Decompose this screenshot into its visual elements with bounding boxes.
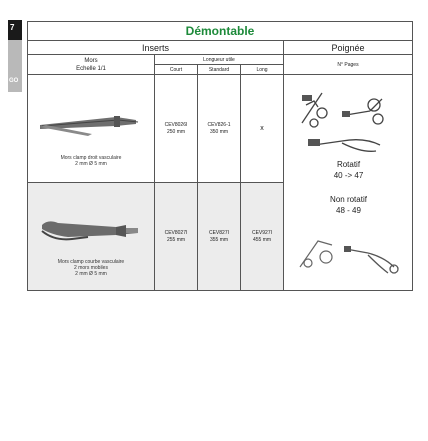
insert-caption-line2: 2 mors mobiles [74,264,108,271]
section-handle: Poignée [284,41,413,55]
header-short: Court [155,65,198,75]
insert-caption-line2: 2 mm Ø 5 mm [75,160,107,167]
short-length: 255 mm [166,236,186,243]
header-pages: N° Pages [284,55,413,75]
short-length: 250 mm [166,128,186,135]
handle-cell [284,75,413,291]
header-mors-label: Mors [84,57,98,64]
header-scale: Echelle 1/1 [76,65,106,72]
standard-ref: CEV827I [208,229,229,236]
insert-cell-curved [28,183,155,291]
non-rotating-label: Non rotatif [330,195,367,204]
table-row [28,75,413,183]
standard-ref-cell [198,183,241,291]
standard-ref-cell [198,75,241,183]
insert-caption-line1: Mors clamp droit vasculaire [60,154,122,161]
standard-length: 355 mm [209,236,229,243]
long-ref: CEV927I [251,229,272,236]
chapter-tab [8,20,22,92]
not-available-mark: x [260,125,264,132]
header-useful-length: Longueur utile [155,55,284,65]
insert-cell-straight [28,75,155,183]
table-title: Démontable [28,22,413,41]
non-rotating-pages: 48 - 49 [336,206,361,215]
header-standard: Standard [198,65,241,75]
chapter-tab-label: GO [9,78,19,84]
short-ref: CEV8027I [164,229,188,236]
long-length: 455 mm [252,236,272,243]
standard-length: 350 mm [209,128,229,135]
rotating-pages: 40 -> 47 [333,171,364,180]
rotating-handles-image [284,75,413,155]
section-inserts: Inserts [28,41,284,55]
long-ref-cell [241,183,284,291]
insert-caption-line1: Mors clamp courbe vasculaire [57,258,125,265]
non-rotating-handles-image [284,223,413,283]
catalog-table [27,21,413,291]
long-ref-cell [241,75,284,183]
short-ref-cell [155,183,198,291]
straight-clamp-jaw-image [28,91,148,155]
chapter-tab-marker [8,20,22,40]
chapter-number: 7 [10,23,15,32]
short-ref-cell [155,75,198,183]
curved-clamp-jaw-image [28,197,148,259]
standard-ref: CEV826-1 [207,121,231,128]
insert-caption-line3: 2 mm Ø 5 mm [75,270,107,277]
header-long: Long [241,65,284,75]
short-ref: CEV8026I [164,121,188,128]
header-mors [28,55,155,75]
rotating-label: Rotatif [336,160,361,169]
